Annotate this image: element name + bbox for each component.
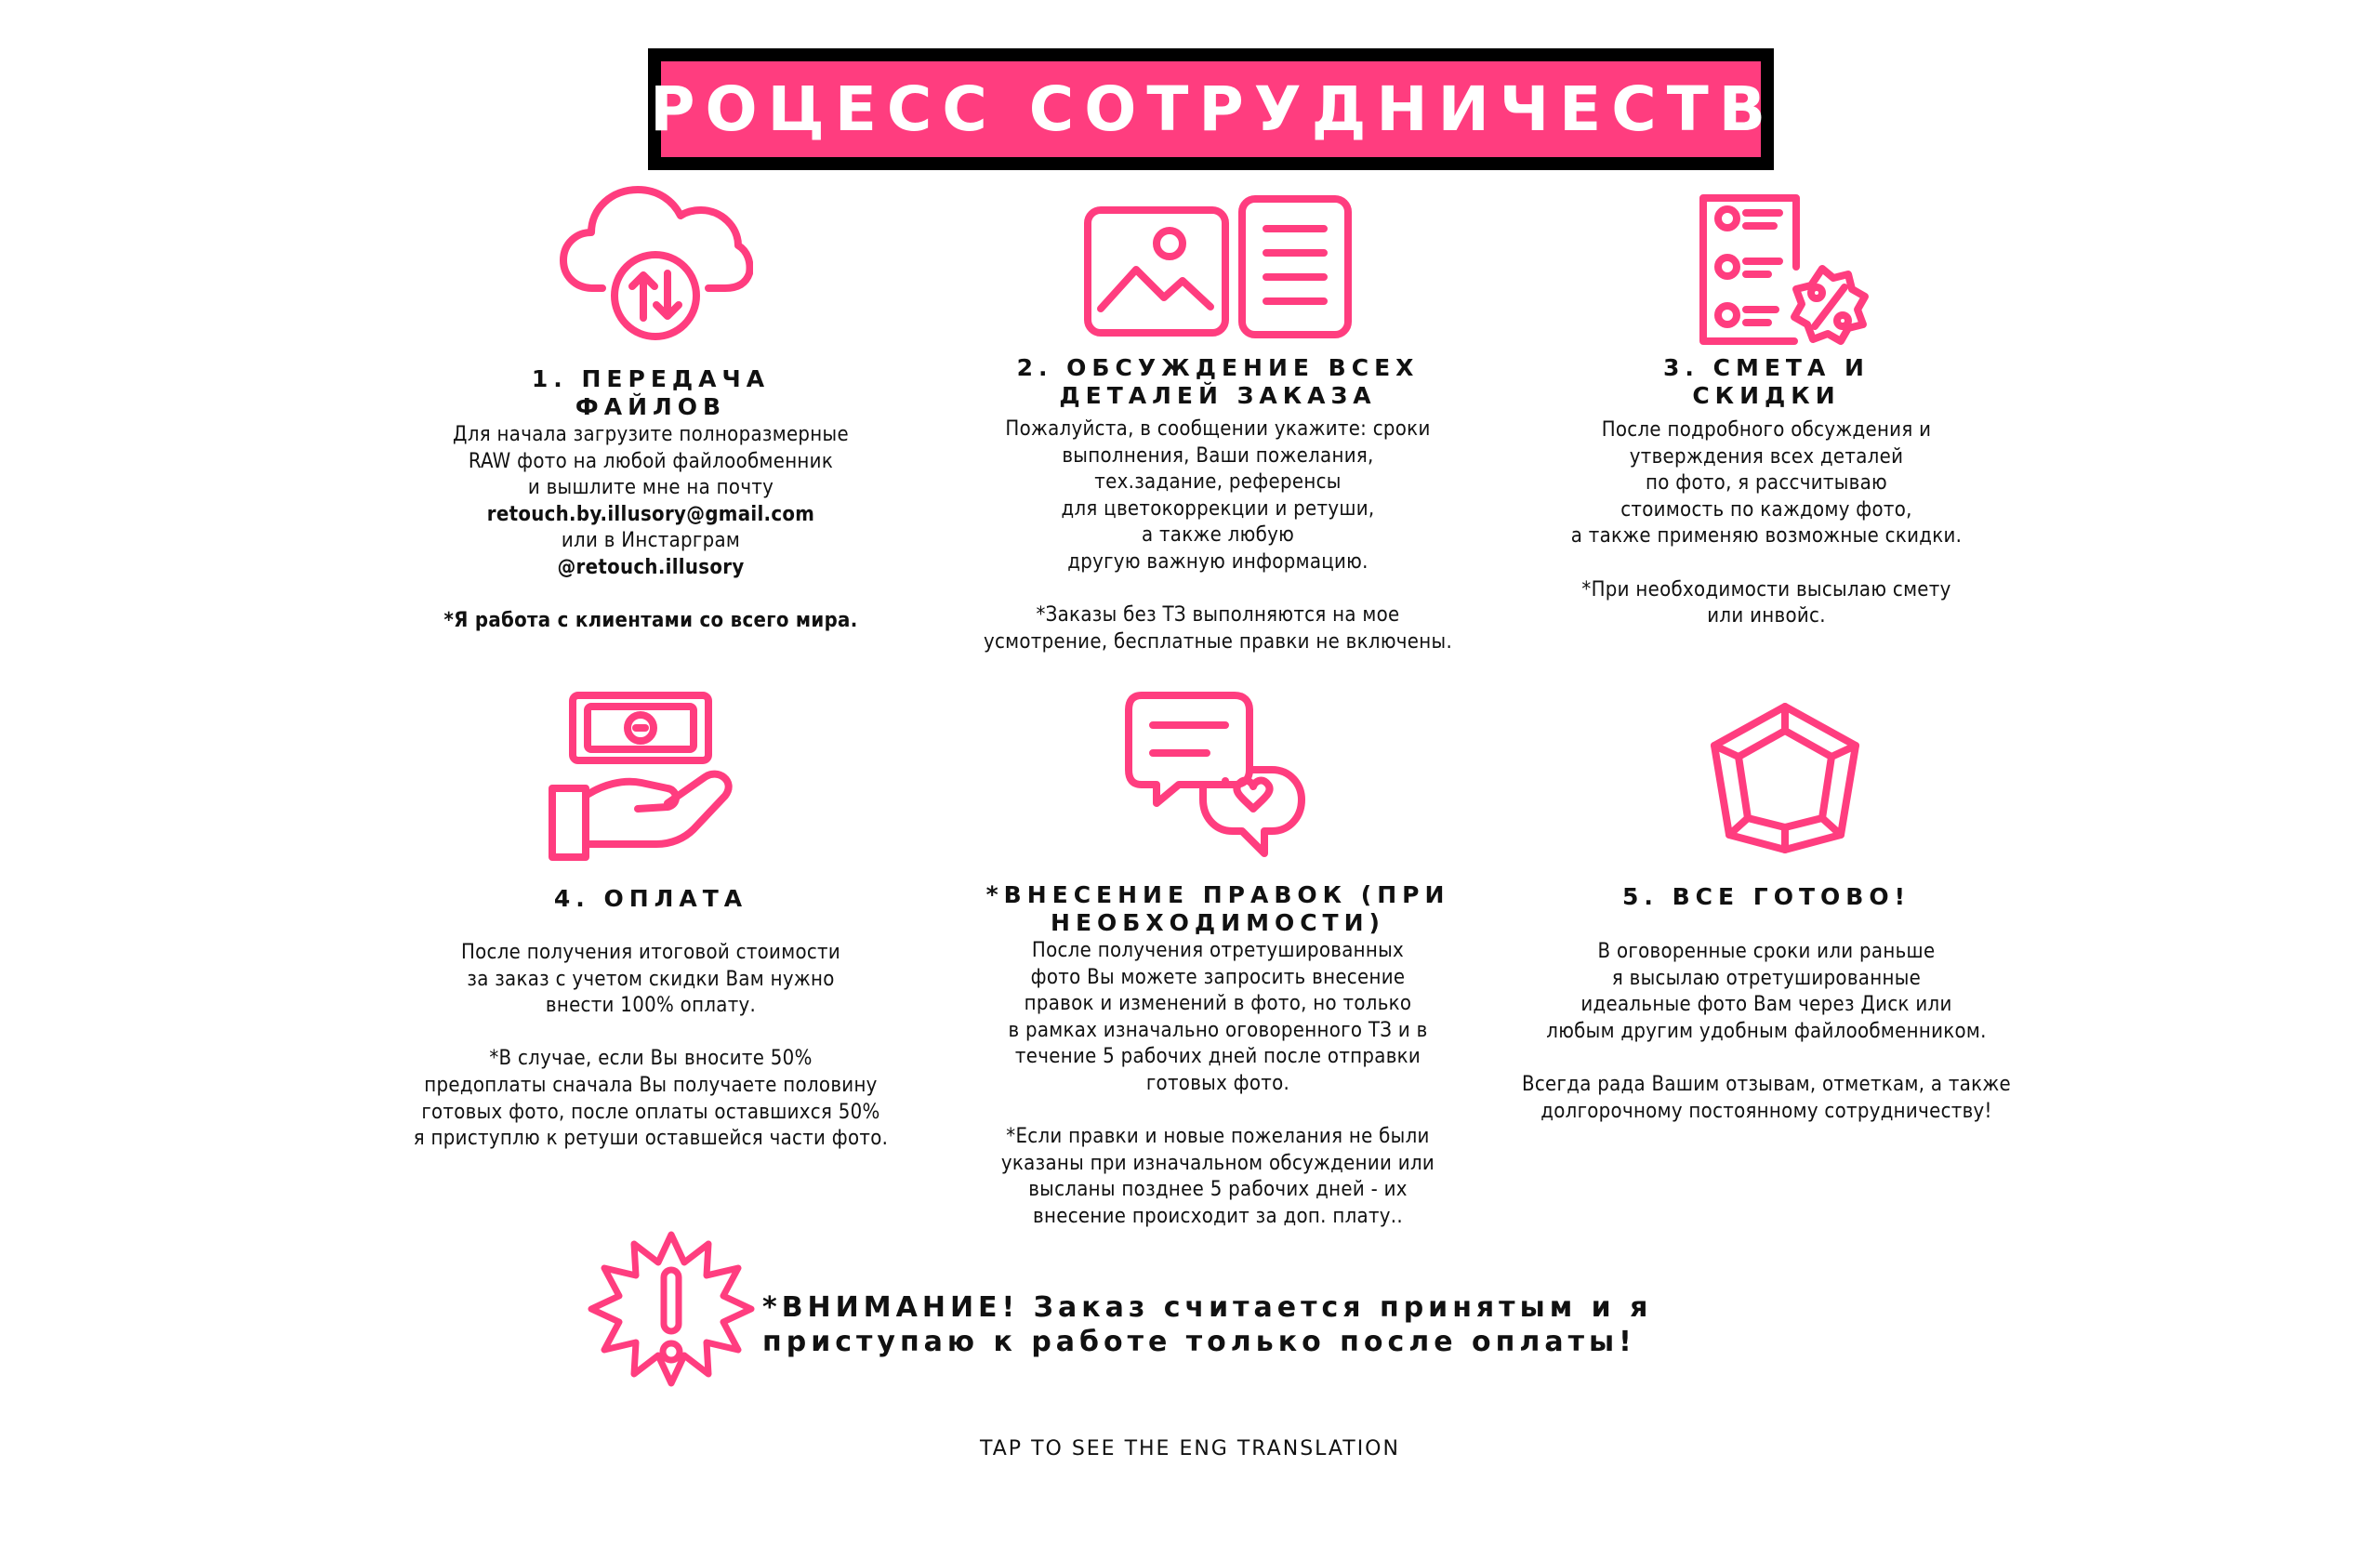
- step-4-heading-line: 4. ОПЛАТА: [553, 885, 748, 912]
- warning-text: [762, 1290, 1673, 1359]
- translation-link[interactable]: TAP TO SEE THE ENG TRANSLATION: [980, 1437, 1400, 1460]
- step-1-heading-line: 1. ПЕРЕДАЧА: [531, 365, 771, 392]
- step-done-heading-line: 5. ВСЕ ГОТОВО!: [1622, 883, 1911, 910]
- title-banner: [588, 48, 1834, 170]
- step-3-text-line: или инвойс.: [1707, 604, 1826, 628]
- step-2-text-line: другую важную информацию.: [1067, 549, 1368, 574]
- step-corrections-text-line: После получения отретушированных: [1031, 939, 1405, 962]
- step-4-text-line: я приступлю к ретуши оставшейся части фото.: [413, 1127, 889, 1151]
- step-1-text-line: или в Инстарграм: [561, 529, 741, 553]
- step-corrections-text-line: внесение происходит за доп. плату..: [1033, 1204, 1403, 1228]
- step-done-text-line: В оговоренные сроки или раньше: [1597, 940, 1936, 963]
- step-corrections-text-line: фото Вы можете запросить внесение: [1030, 965, 1406, 989]
- step-1-heading: [428, 365, 874, 421]
- step-3-heading-line: 3. СМЕТА И: [1663, 354, 1870, 381]
- step-3-text-line: стоимость по каждому фото,: [1620, 497, 1912, 522]
- step-corrections-text-line: правок и изменений в фото, но только: [1024, 992, 1412, 1016]
- step-3-heading: [1543, 354, 1990, 410]
- step-1-text-line: [372, 582, 930, 609]
- step-corrections-text-line: в рамках изначально оговоренного ТЗ и в: [1008, 1018, 1428, 1042]
- step-corrections-text-line: указаны при изначальном обсуждении или: [1000, 1151, 1435, 1175]
- contact-instagram: @retouch.illusory: [557, 555, 745, 579]
- step-corrections-text-line: течение 5 рабочих дней после отправки: [1014, 1045, 1421, 1069]
- step-done-text-line: долгорочному постоянному сотрудничеству!: [1540, 1099, 1992, 1123]
- step-2-text-line: для цветокоррекции и ретуши,: [1061, 496, 1375, 521]
- step-corrections-heading: [939, 881, 1497, 937]
- step-4-text-line: за заказ с учетом скидки Вам нужно: [467, 967, 835, 991]
- step-3-text-line: [1488, 550, 2045, 577]
- step-3-text-line: по фото, я рассчитываю: [1646, 471, 1887, 496]
- step-corrections-text-line: готовых фото.: [1145, 1071, 1290, 1095]
- step-4-text-line: После получения итоговой стоимости: [460, 941, 841, 964]
- step-3-text-line: а также применяю возможные скидки.: [1570, 524, 1963, 548]
- step-done-body: [1460, 939, 2073, 1125]
- hand-with-money-icon: [545, 688, 759, 874]
- step-corrections-text-line: [911, 1098, 1525, 1125]
- step-1-text-line: RAW фото на любой файлообменник: [468, 449, 834, 473]
- step-corrections-body: [911, 938, 1525, 1231]
- contact-email: retouch.by.illusory@gmail.com: [486, 502, 815, 526]
- step-1-text-line: и вышлите мне на почту: [527, 476, 774, 500]
- step-done-text-line: любым другим удобным файлообменником.: [1546, 1019, 1987, 1043]
- image-and-document-icon: [1080, 192, 1359, 340]
- gem-icon: [1703, 699, 1867, 857]
- warning-line: *ВНИМАНИЕ! Заказ считается принятым и я: [762, 1291, 1653, 1324]
- title-banner-fill: [588, 61, 1834, 157]
- step-3-text-line: *При необходимости высылаю смету: [1581, 577, 1951, 601]
- warning-line: приступаю к работе только после оплаты!: [762, 1326, 1636, 1358]
- step-1-text-line: Для начала загрузите полноразмерные: [453, 423, 849, 446]
- step-2-text-line: выполнения, Ваши пожелания,: [1062, 443, 1374, 468]
- step-corrections-text-line: высланы позднее 5 рабочих дней - их: [1028, 1178, 1408, 1202]
- step-4-text-line: предоплаты сначала Вы получаете половину: [424, 1073, 878, 1097]
- step-done-text-line: Всегда рада Вашим отзывам, отметкам, а также: [1522, 1072, 2011, 1096]
- step-corrections-heading-line: *ВНЕСЕНИЕ ПРАВОК (ПРИ: [985, 881, 1450, 908]
- step-4-heading: [428, 885, 874, 913]
- page-title: ПРОЦЕСС СОТРУДНИЧЕСТВА: [588, 73, 1834, 145]
- step-2-text-line: Пожалуйста, в сообщении укажите: сроки: [1005, 417, 1431, 441]
- checklist-discount-icon: [1692, 191, 1878, 349]
- step-2-text-line: [911, 576, 1525, 603]
- step-1-body: [372, 422, 930, 635]
- step-3-text-line: утверждения всех деталей: [1629, 444, 1904, 469]
- step-corrections-text-line: *Если правки и новые пожелания не были: [1006, 1125, 1430, 1149]
- step-done-text-line: [1460, 1045, 2073, 1072]
- step-3-text-line: После подробного обсуждения и: [1601, 418, 1932, 442]
- step-3-heading-line: СКИДКИ: [1692, 382, 1841, 409]
- step-2-heading-line: ДЕТАЛЕЙ ЗАКАЗА: [1059, 382, 1377, 409]
- step-4-body: [353, 940, 948, 1153]
- exclamation-burst-icon: [588, 1229, 755, 1387]
- cloud-upload-download-icon: [558, 184, 753, 351]
- step-2-heading-line: 2. ОБСУЖДЕНИЕ ВСЕХ: [1016, 354, 1420, 381]
- step-3-body: [1488, 417, 2045, 630]
- step-2-heading: [939, 354, 1497, 410]
- chat-bubbles-heart-icon: [1123, 688, 1309, 865]
- step-1-note: *Я работа с клиентами со всего мира.: [443, 609, 858, 633]
- step-2-text-line: усмотрение, бесплатные правки не включены.: [983, 629, 1453, 654]
- step-4-text-line: *В случае, если Вы вносите 50%: [489, 1047, 813, 1071]
- step-4-text-line: готовых фото, после оплаты оставшихся 50%: [421, 1100, 880, 1124]
- step-corrections-heading-line: НЕОБХОДИМОСТИ): [1051, 909, 1385, 936]
- step-4-text-line: внести 100% оплату.: [545, 994, 757, 1018]
- step-4-text-line: [353, 1020, 948, 1047]
- step-2-text-line: *Заказы без ТЗ выполняются на мое: [1036, 603, 1400, 628]
- step-done-heading: [1543, 883, 1990, 911]
- step-done-text-line: идеальные фото Вам через Диск или: [1580, 993, 1952, 1017]
- step-2-text-line: а также любую: [1141, 523, 1295, 548]
- step-2-text-line: тех.задание, референсы: [1094, 470, 1342, 495]
- step-1-heading-line: ФАЙЛОВ: [575, 393, 727, 420]
- step-done-text-line: я высылаю отретушированные: [1611, 966, 1922, 990]
- step-2-body: [911, 416, 1525, 655]
